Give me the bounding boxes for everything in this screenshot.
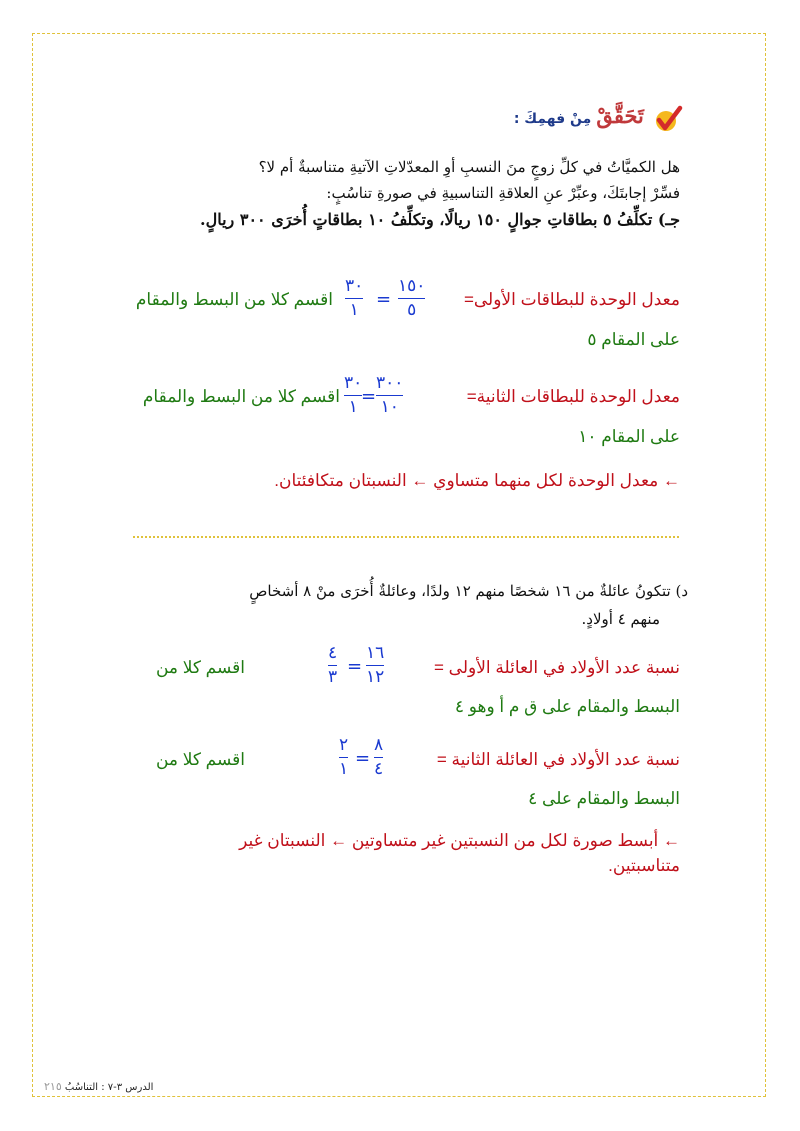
ratio2-label: نسبة عدد الأولاد في العائلة الثانية = (436, 750, 680, 769)
equals-sign: = (361, 386, 377, 407)
equals-sign: = (376, 289, 392, 310)
rate2-fraction-a: ٣٠٠ ١٠ (376, 373, 404, 417)
ratio2-note: اقسم كلا من (155, 750, 245, 769)
rate2-note-2: على المقام ١٠ (578, 427, 680, 446)
rate1-fraction-a: ١٥٠ ٥ (398, 276, 426, 320)
problem-d-line-1: د) تتكونُ عائلةٌ من ١٦ شخصًا منهم ١٢ ولدًا، وعائلةٌ أُخرَى منْ ٨ أشخاصٍ (249, 582, 688, 600)
ratio2-fraction-b: ٢ ١ (339, 735, 349, 779)
ratio1-note-2: البسط والمقام على ق م أ وهو ٤ (454, 697, 680, 716)
equals-sign: = (355, 748, 371, 769)
ratio2-note-2: البسط والمقام على ٤ (528, 789, 680, 808)
page-number: ٢١٥ (44, 1080, 62, 1093)
ratio1-fraction-a: ١٦ ١٢ (366, 643, 385, 687)
rate2-fraction-b: ٣٠ ١ (344, 373, 363, 417)
ratio1-note: اقسم كلا من (155, 658, 245, 677)
check-understanding-heading (0, 103, 683, 143)
ratio1-label: نسبة عدد الأولاد في العائلة الأولى = (434, 658, 680, 677)
heading-subtitle: مِنْ فهمِكَ : (513, 111, 592, 127)
rate1-note-2: على المقام ٥ (587, 330, 680, 349)
heading-title: تَحَقَّقْ (596, 103, 644, 128)
section-d-conclusion-1: ← أبسط صورة لكل من النسبتين غير متساوتين ← النسبتان غير (239, 831, 680, 850)
ratio2-fraction-a: ٨ ٤ (374, 735, 384, 779)
rate1-label: معدل الوحدة للبطاقات الأولى= (463, 290, 680, 309)
rate1-note: اقسم كلا من البسط والمقام (135, 290, 333, 309)
ratio1-fraction-b: ٤ ٣ (328, 643, 338, 687)
equals-sign: = (347, 656, 363, 677)
problem-c: جـ) تكلِّفُ ٥ بطاقاتِ جوالٍ ١٥٠ ريالًا، وتكلِّفُ ١٠ بطاقاتٍ أُخرَى ٣٠٠ ريالٍ. (200, 210, 680, 229)
page-footer (44, 1080, 153, 1093)
checkmark-icon (653, 104, 683, 134)
problem-d-line-2: منهم ٤ أولادٍ. (581, 610, 660, 628)
section-c-conclusion: ← معدل الوحدة لكل منهما متساوي ← النسبتان متكافئتان. (274, 471, 680, 490)
rate1-fraction-b: ٣٠ ١ (345, 276, 364, 320)
lesson-label: الدرس ٣-٧ : التناسُبُ (64, 1082, 154, 1093)
section-divider (133, 536, 679, 538)
section-d-conclusion-2: متناسبتين. (608, 856, 680, 875)
intro-line-1: هل الكميَّاتُ في كلِّ زوجٍ منَ النسبِ أوِ المعدّلاتِ الآتيةِ متناسبةٌ أم لا؟ (258, 158, 680, 176)
rate2-note: اقسم كلا من البسط والمقام (142, 387, 340, 406)
intro-line-2: فسِّرْ إجابتَكَ، وعبِّرْ عنِ العلاقةِ التناسبيةِ في صورةِ تناسُبٍ: (326, 184, 680, 202)
rate2-label: معدل الوحدة للبطاقات الثانية= (466, 387, 680, 406)
